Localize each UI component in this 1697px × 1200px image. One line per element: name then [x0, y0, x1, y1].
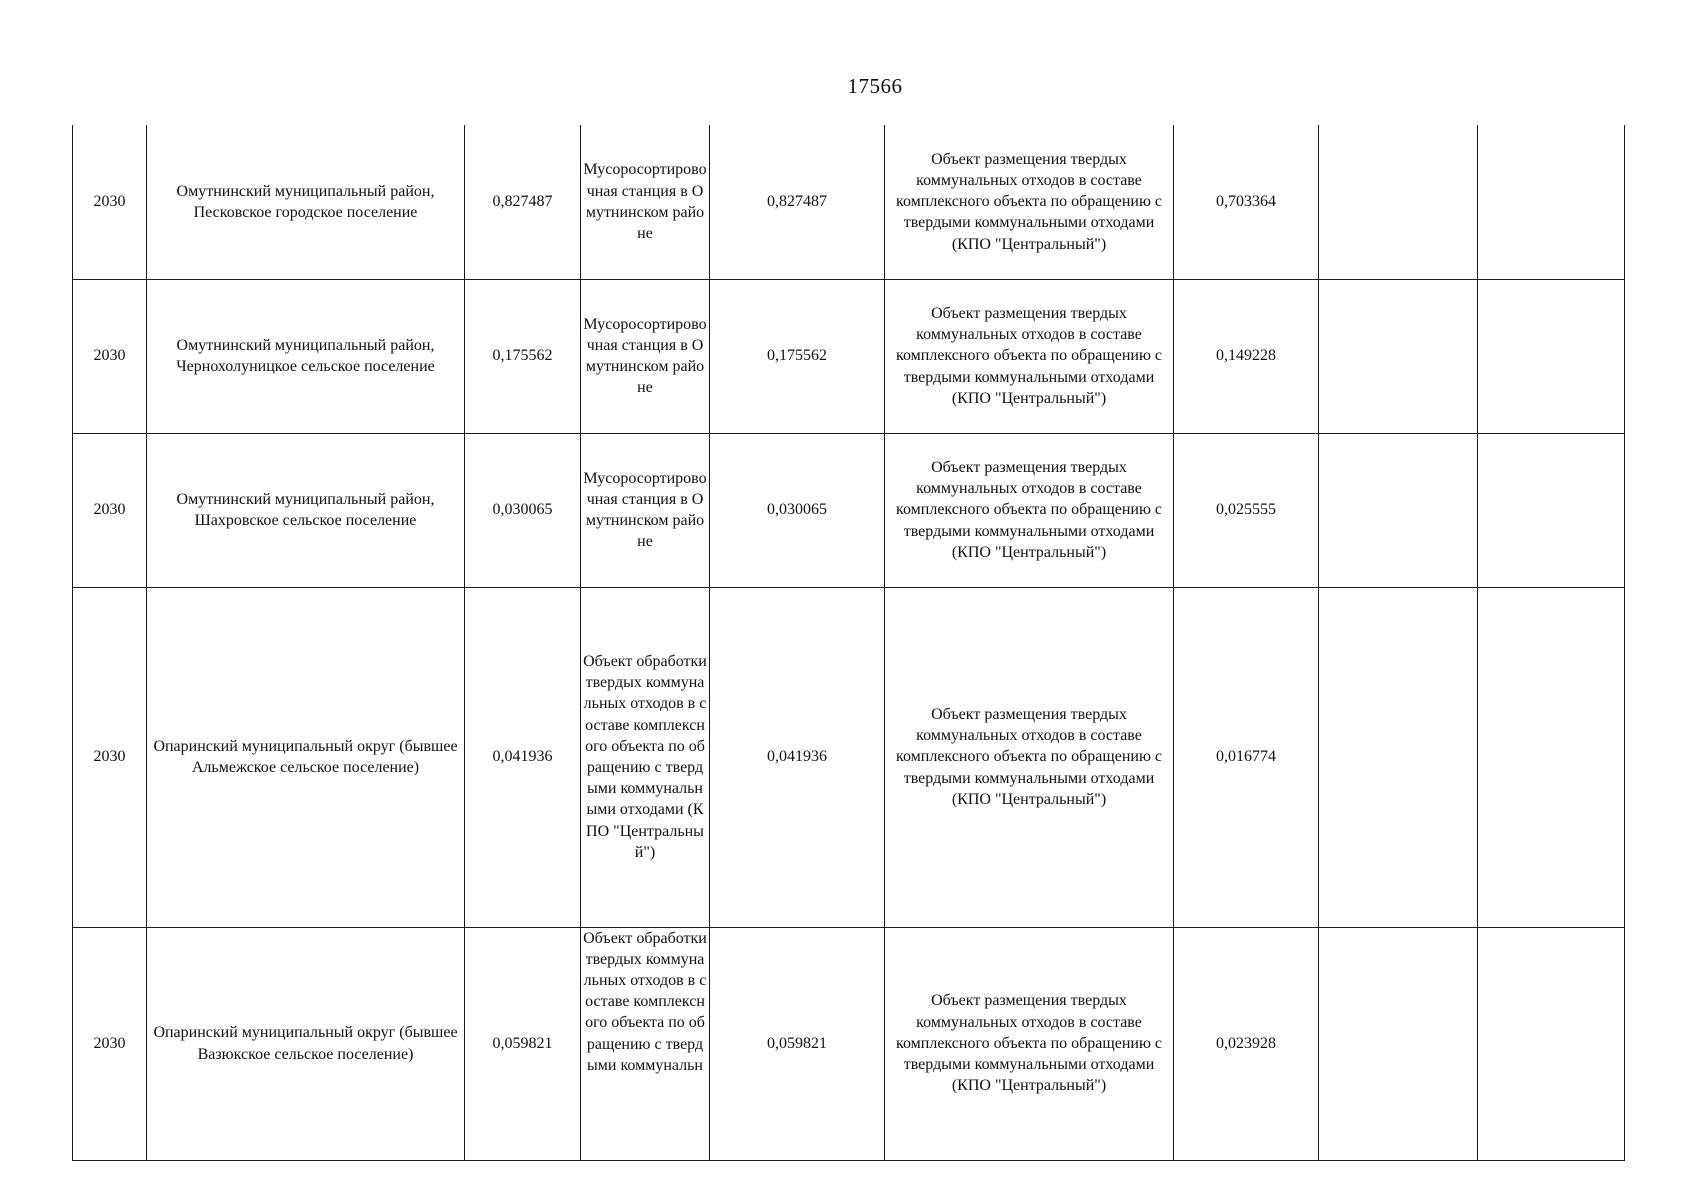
processing-facility-cell: Объект обработки твердых коммунальных отходов в составе комплексного объекта по обращению с твердыми коммунальными отходами (КПО "Центральный") — [581, 587, 710, 927]
placement-facility-cell: Объект размещения твердых коммунальных отходов в составе комплексного объекта по обращению с твердыми коммунальными отходами (КПО "Центральный") — [885, 433, 1174, 587]
year-cell: 2030 — [73, 279, 147, 433]
mass-cell: 0,827487 — [465, 125, 581, 279]
mass-cell: 0,041936 — [465, 587, 581, 927]
processed-mass-cell: 0,827487 — [710, 125, 885, 279]
placed-mass-cell: 0,023928 — [1174, 927, 1319, 1160]
placed-mass-cell: 0,016774 — [1174, 587, 1319, 927]
territory-cell: Омутнинский муниципальный район, Шахровское сельское поселение — [147, 433, 465, 587]
processing-facility-cell: Мусоросортировочная станция в Омутнинском районе — [581, 433, 710, 587]
empty-cell — [1319, 927, 1478, 1160]
page-number: 17566 — [847, 74, 903, 98]
placed-mass-cell: 0,025555 — [1174, 433, 1319, 587]
placed-mass-cell: 0,703364 — [1174, 125, 1319, 279]
placement-facility-cell: Объект размещения твердых коммунальных отходов в составе комплексного объекта по обращению с твердыми коммунальными отходами (КПО "Центральный") — [885, 125, 1174, 279]
empty-cell — [1319, 125, 1478, 279]
territory-cell: Опаринский муниципальный округ (бывшее Вазюкское сельское поселение) — [147, 927, 465, 1160]
mass-cell: 0,175562 — [465, 279, 581, 433]
year-cell: 2030 — [73, 587, 147, 927]
empty-cell — [1319, 587, 1478, 927]
mass-cell: 0,030065 — [465, 433, 581, 587]
waste-flow-table — [72, 125, 1625, 1161]
empty-cell — [1478, 279, 1625, 433]
empty-cell — [1478, 433, 1625, 587]
processing-facility-cell — [581, 927, 710, 1160]
year-cell: 2030 — [73, 927, 147, 1160]
placement-facility-cell: Объект размещения твердых коммунальных отходов в составе комплексного объекта по обращению с твердыми коммунальными отходами (КПО "Центральный") — [885, 279, 1174, 433]
year-cell: 2030 — [73, 125, 147, 279]
territory-cell: Опаринский муниципальный округ (бывшее Альмежское сельское поселение) — [147, 587, 465, 927]
table-row — [73, 279, 1625, 433]
territory-cell: Омутнинский муниципальный район, Песковское городское поселение — [147, 125, 465, 279]
empty-cell — [1478, 927, 1625, 1160]
processing-facility-text: Объект обработки твердых коммунальных отходов в составе комплексного объекта по обращению с твердыми коммунальн — [583, 929, 707, 1074]
processing-facility-cell: Мусоросортировочная станция в Омутнинском районе — [581, 279, 710, 433]
processing-facility-cell: Мусоросортировочная станция в Омутнинском районе — [581, 125, 710, 279]
table-row — [73, 125, 1625, 279]
table-row — [73, 587, 1625, 927]
processed-mass-cell: 0,041936 — [710, 587, 885, 927]
mass-cell: 0,059821 — [465, 927, 581, 1160]
empty-cell — [1319, 279, 1478, 433]
table-row — [73, 433, 1625, 587]
placement-facility-cell: Объект размещения твердых коммунальных отходов в составе комплексного объекта по обращению с твердыми коммунальными отходами (КПО "Центральный") — [885, 927, 1174, 1160]
processed-mass-cell: 0,059821 — [710, 927, 885, 1160]
territory-cell: Омутнинский муниципальный район, Чернохолуницкое сельское поселение — [147, 279, 465, 433]
table-row — [73, 927, 1625, 1160]
processed-mass-cell: 0,030065 — [710, 433, 885, 587]
processed-mass-cell: 0,175562 — [710, 279, 885, 433]
placed-mass-cell: 0,149228 — [1174, 279, 1319, 433]
year-cell: 2030 — [73, 433, 147, 587]
empty-cell — [1478, 587, 1625, 927]
empty-cell — [1478, 125, 1625, 279]
empty-cell — [1319, 433, 1478, 587]
placement-facility-cell: Объект размещения твердых коммунальных отходов в составе комплексного объекта по обращению с твердыми коммунальными отходами (КПО "Центральный") — [885, 587, 1174, 927]
